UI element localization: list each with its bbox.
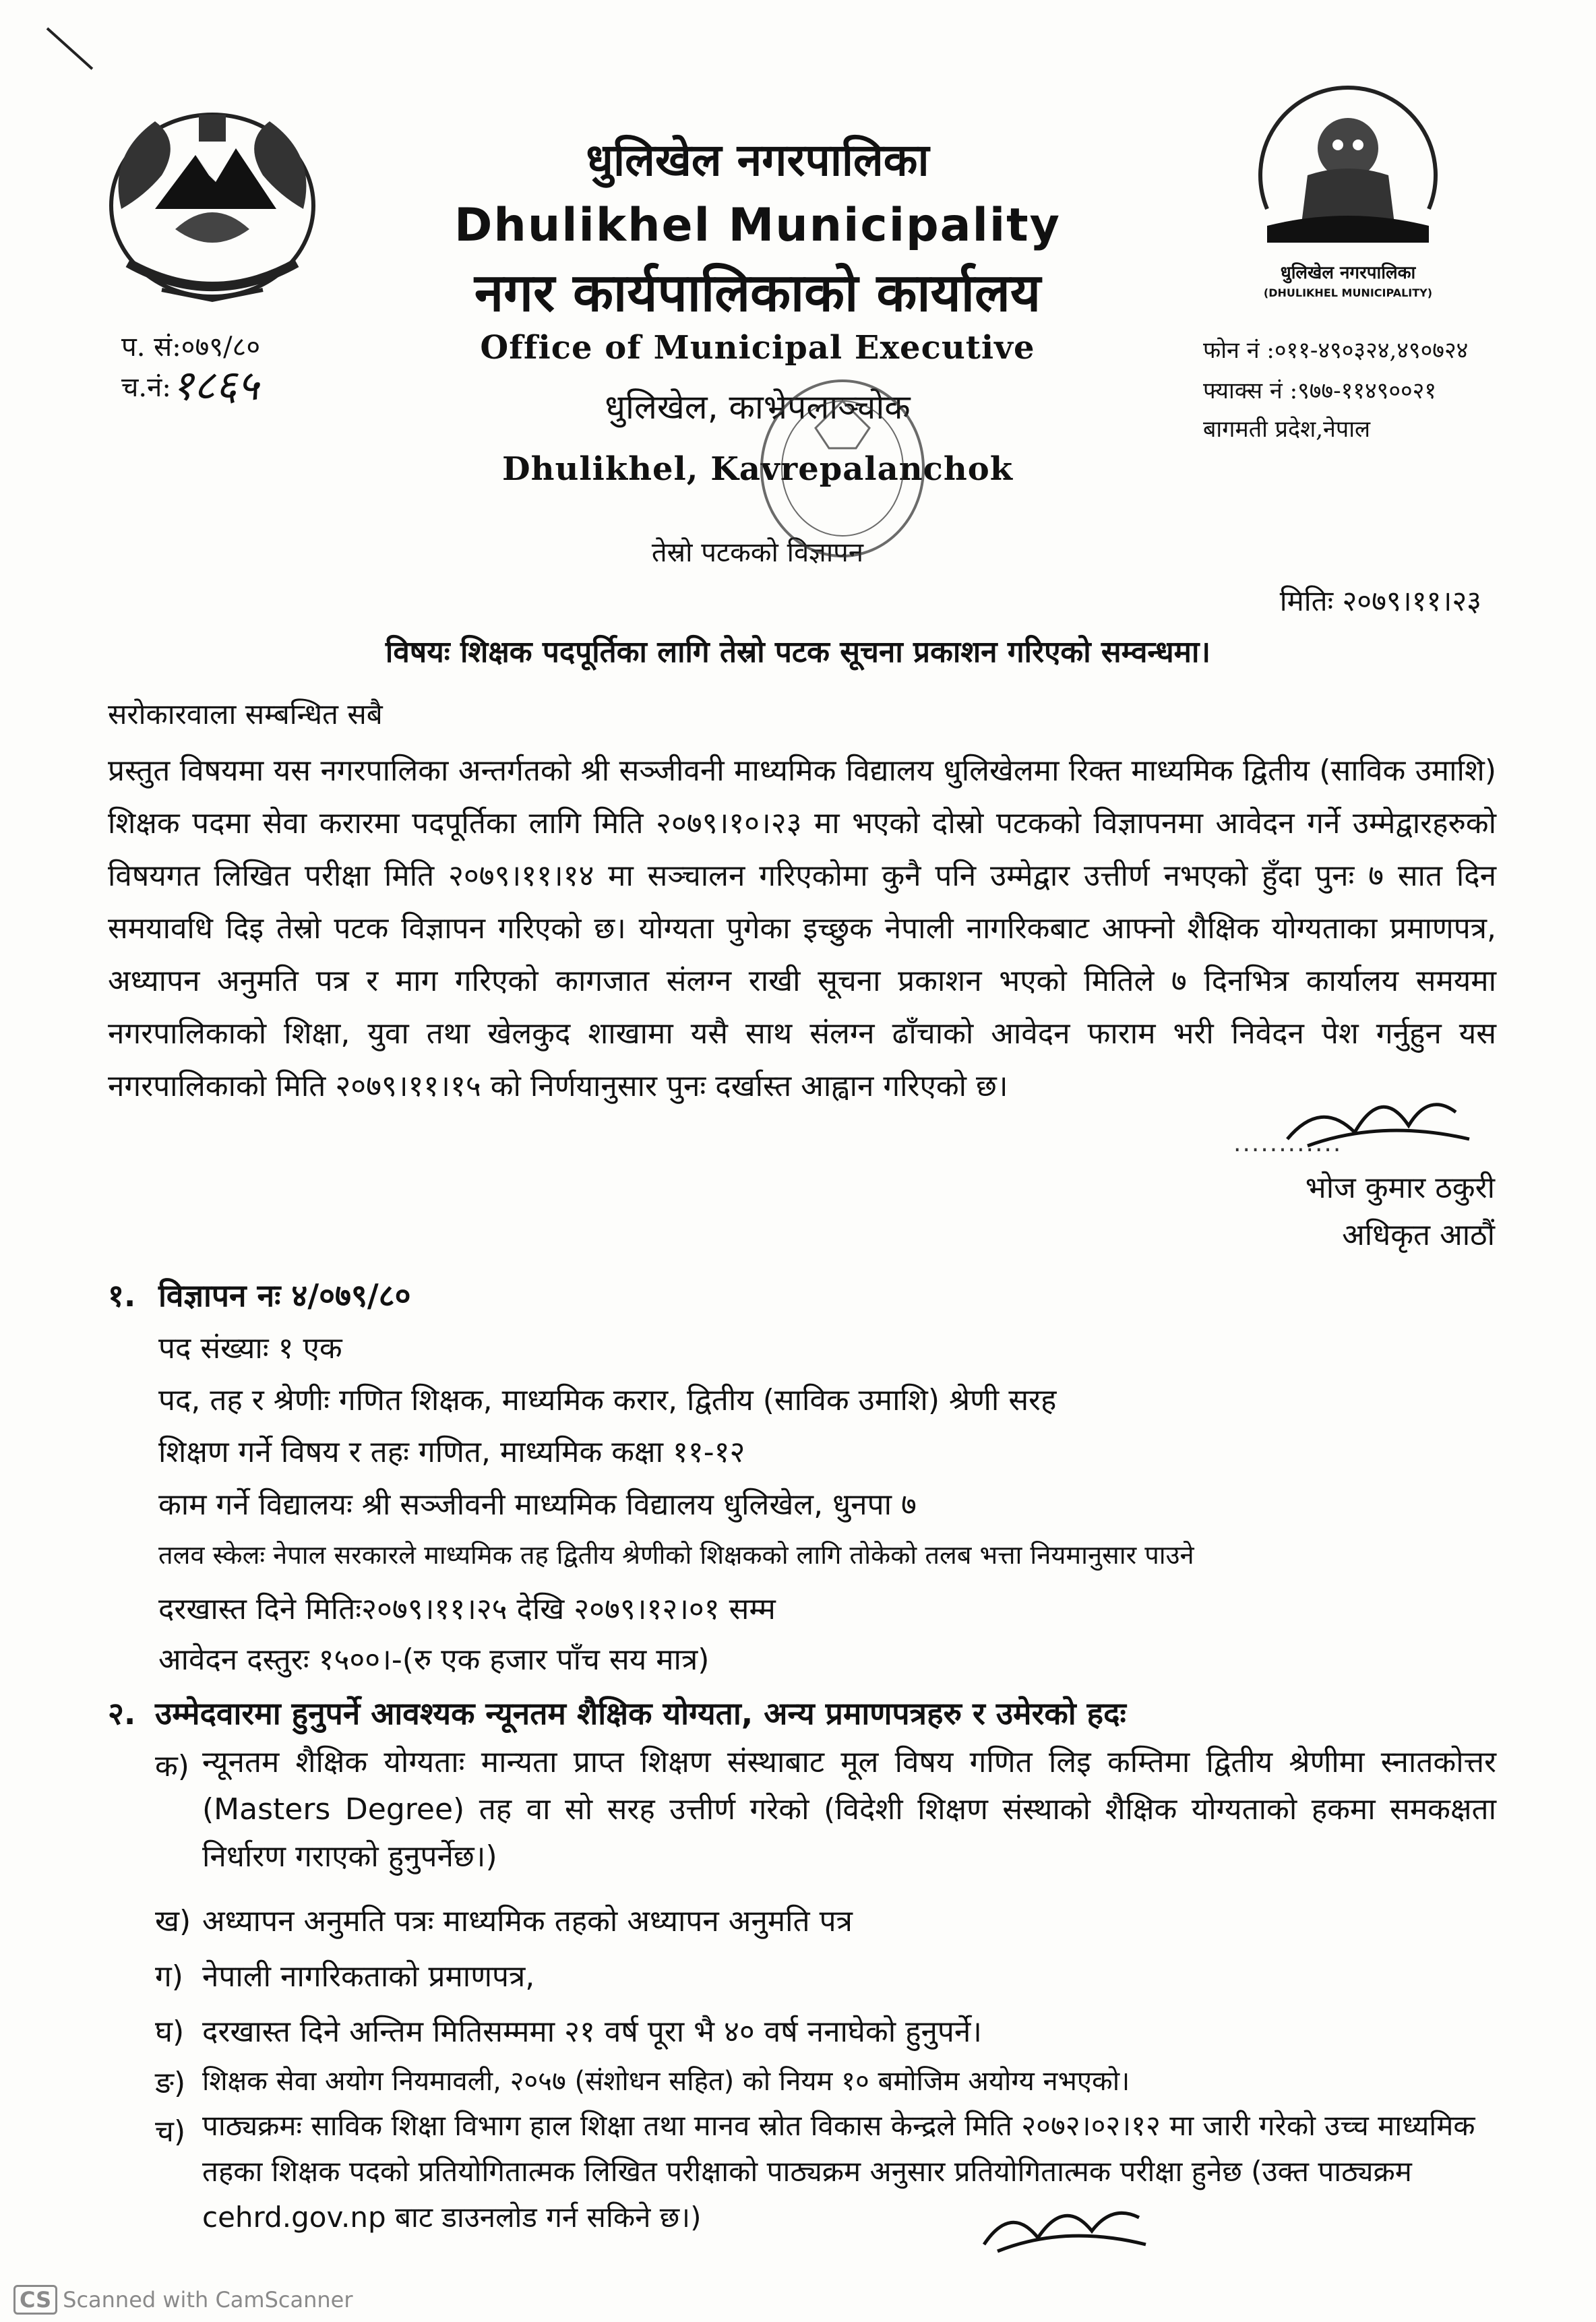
municipality-name-ne: धुलिखेल नगरपालिका	[586, 134, 929, 186]
municipality-name-en: Dhulikhel Municipality	[454, 199, 1062, 252]
office-stamp	[741, 367, 944, 610]
reference-ps: प. सं:०७९/८०	[121, 332, 261, 363]
salutation: सरोकारवाला सम्बन्धित सबै	[108, 698, 383, 731]
section2-number: २.	[108, 1695, 136, 1732]
letter-date: मितिः २०७९।११।२३	[1279, 584, 1481, 617]
letter-subject: विषयः शिक्षक पदपूर्तिका लागि तेस्रो पटक सूचना प्रकाशन गरिएको सम्वन्धमा।	[385, 635, 1211, 669]
signature-dots: ............	[1233, 1130, 1343, 1157]
reference-chn-value: १८६५	[172, 361, 259, 410]
section1-line: पद संख्याः १ एक	[158, 1331, 342, 1366]
body-paragraph: प्रस्तुत विषयमा यस नगरपालिका अन्तर्गतको श्री सञ्जीवनी माध्यमिक विद्यालय धुलिखेलमा रिक्त माध्यमिक द्वितीय (साविक उमाशि) शिक्षक पदमा सेवा करारमा पदपूर्तिका लागि मिति २०७९।१०।२३ मा भएको दोस्रो पटकको विज्ञापनमा आवेदन गर्ने उम्मेद्वारहरुको विषयगत लिखित परीक्षा मिति २०७९।११।१४ मा सञ्चालन गरिएकोमा कुनै पनि उम्मेद्वार उत्तीर्ण नभएको हुँदा पुनः ७ सात दिन समयावधि दिइ तेस्रो पटक विज्ञापन गरिएको छ। योग्यता पुगेका इच्छुक नेपाली नागरिकबाट आफ्नो शैक्षिक योग्यताका प्रमाणपत्र, अध्यापन अनुमति पत्र र माग गरिएको कागजात संलग्न राखी सूचना प्रकाशन भएको मितिले ७ दिनभित्र कार्यालय समयमा नगरपालिकाको शिक्षा, युवा तथा खेलकुद शाखामा यसै साथ संलग्न ढाँचाको आवेदन फाराम भरी निवेदन पेश गर्नुहुन यस नगरपालिकाको मिति २०७९।११।१५ को निर्णयानुसार पुनः दर्खास्त आह्वान गरिएको छ।	[108, 754, 1496, 1103]
notice-label: तेस्रो पटकको विज्ञापन	[651, 537, 864, 568]
signatory-name: भोज कुमार ठकुरी	[1305, 1171, 1495, 1205]
reference-chn-label: च.नं:	[121, 372, 171, 403]
place-ne: धुलिखेल, काभ्रेपलाञ्चोक	[605, 388, 911, 427]
section1-line: शिक्षण गर्ने विषय र तहः गणित, माध्यमिक कक्षा ११-१२	[158, 1435, 745, 1469]
section1-line: आवेदन दस्तुरः १५००।-(रु एक हजार पाँच सय मात्र)	[158, 1643, 710, 1677]
section2-item-text: शिक्षक सेवा अयोग नियमावली, २०५७ (संशोधन सहित) को नियम १० बमोजिम अयोग्य नभएको।	[202, 2066, 1130, 2097]
section1-line: तलव स्केलः नेपाल सरकारले माध्यमिक तह द्वितीय श्रेणीको शिक्षकको लागि तोकेको तलब भत्ता नियमानुसार पाउने	[158, 1540, 1194, 1570]
section2-item-label: ङ)	[155, 2066, 186, 2100]
section2-item-label: घ)	[155, 2015, 185, 2049]
section1-line: पद, तह र श्रेणीः गणित शिक्षक, माध्यमिक करार, द्वितीय (साविक उमाशि) श्रेणी सरह	[158, 1383, 1057, 1417]
section2-item-label: क)	[155, 1749, 189, 1783]
section1-line: काम गर्ने विद्यालयः श्री सञ्जीवनी माध्यमिक विद्यालय धुलिखेल, धुनपा ७	[158, 1488, 917, 1522]
logo-caption-ne: धुलिखेल नगरपालिका	[1280, 263, 1416, 283]
scanner-text: Scanned with CamScanner	[63, 2287, 353, 2313]
signatory-title: अधिकृत आठौं	[1342, 1218, 1495, 1252]
section2-item-text: अध्यापन अनुमति पत्रः माध्यमिक तहको अध्यापन अनुमति पत्र	[202, 1904, 853, 1938]
office-name-ne: नगर कार्यपालिकाको कार्यालय	[474, 263, 1041, 324]
section2-item-label: ग)	[155, 1959, 183, 1994]
section2-title: उम्मेदवारमा हुनुपर्ने आवश्यक न्यूनतम शैक्षिक योग्यता, अन्य प्रमाणपत्रहरु र उमेरको हदः	[155, 1695, 1126, 1732]
contact-address: बागमती प्रदेश,नेपाल	[1203, 416, 1371, 443]
place-en: Dhulikhel, Kavrepalanchok	[501, 450, 1014, 488]
logo-caption-en: (DHULIKHEL MUNICIPALITY)	[1263, 286, 1433, 299]
section2-item-label: च)	[155, 2114, 186, 2149]
corner-pen-mark	[47, 28, 94, 70]
section2-item-text: दरखास्त दिने अन्तिम मितिसम्ममा २१ वर्ष पूरा भै ४० वर्ष ननाघेको हुनुपर्ने।	[202, 2015, 982, 2049]
section2-item-text: न्यूनतम शैक्षिक योग्यताः मान्यता प्राप्त शिक्षण संस्थाबाट मूल विषय गणित लिइ कम्तिमा द्वितीय श्रेणीमा स्नातकोत्तर (Masters Degree) तह वा सो सरह उत्तीर्ण गरेको (विदेशी शिक्षण संस्थाको शैक्षिक योग्यताको हकमा समकक्षता निर्धारण गराएको हुनुपर्नेछ।)	[202, 1745, 1496, 1874]
section2-item-text: पाठ्यक्रमः साविक शिक्षा विभाग हाल शिक्षा तथा मानव स्रोत विकास केन्द्रले मिति २०७२।०२।१२ मा जारी गरेको उच्च माध्यमिक तहका शिक्षक पदको प्रतियोगितात्मक लिखित परीक्षाको पाठ्यक्रम अनुसार प्रतियोगितात्मक परीक्षा हुनेछ (उक्त पाठ्यक्रम cehrd.gov.np बाट डाउनलोड गर्न सकिने छ।)	[202, 2109, 1475, 2234]
section1-line: दरखास्त दिने मितिः२०७९।११।२५ देखि २०७९।१२।०१ सम्म	[158, 1592, 776, 1626]
section2-item-text: नेपाली नागरिकताको प्रमाणपत्र,	[202, 1959, 535, 1994]
scanner-watermark	[13, 2285, 352, 2315]
section1-title: विज्ञापन नः ४/०७९/८०	[158, 1277, 411, 1314]
office-name-en: Office of Municipal Executive	[480, 329, 1035, 367]
contact-fax: फ्याक्स नं :९७७-११४९००२१	[1203, 377, 1437, 404]
bottom-signature	[977, 2184, 1153, 2258]
camscanner-badge: CS	[13, 2285, 57, 2315]
section1-number: १.	[108, 1277, 136, 1314]
contact-phone: फोन नं :०११-४९०३२४,४९०७२४	[1203, 337, 1469, 364]
section2-item-label: ख)	[155, 1904, 191, 1938]
